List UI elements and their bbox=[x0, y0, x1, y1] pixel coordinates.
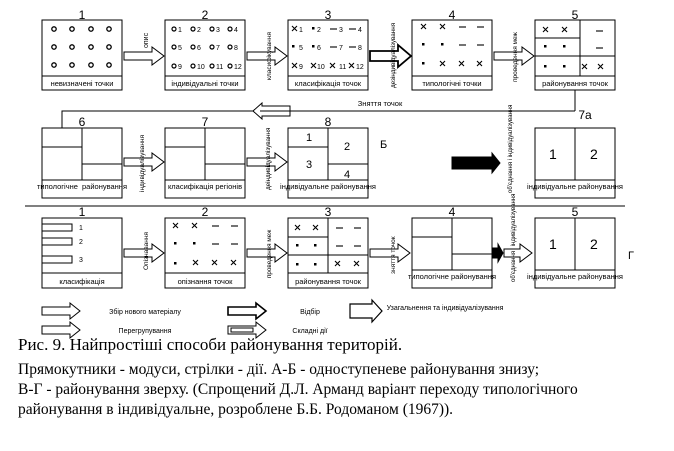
svg-text:1: 1 bbox=[178, 27, 182, 34]
r3-label-1: класифікація bbox=[59, 277, 105, 286]
svg-text:4: 4 bbox=[358, 27, 362, 34]
r2-label-6: типологічне районування bbox=[36, 182, 128, 191]
r1-num-5: 5 bbox=[571, 8, 579, 22]
r3-num-3: 3 bbox=[324, 205, 332, 219]
legend bbox=[42, 300, 504, 338]
r3-arrow-label-3: зняття точок bbox=[390, 236, 397, 274]
r2-arrow-label-3: об'єднання і індивідуалізування bbox=[508, 104, 514, 193]
svg-text:Перегрупування: Перегрупування bbox=[118, 328, 172, 335]
r2-arrow-2 bbox=[247, 128, 287, 190]
r1-label-1: невизначені точки bbox=[50, 79, 114, 88]
r1-num-2: 2 bbox=[201, 8, 209, 22]
svg-text:9: 9 bbox=[299, 64, 303, 71]
svg-text:1: 1 bbox=[299, 27, 303, 34]
svg-text:11: 11 bbox=[339, 64, 347, 71]
r1-box-4 bbox=[412, 20, 492, 90]
r2-label-7a: індивідуальне районування bbox=[527, 182, 623, 191]
svg-text:Складні дії: Складні дії bbox=[292, 328, 328, 335]
r3-arrow-1 bbox=[124, 232, 164, 270]
svg-text:5: 5 bbox=[178, 45, 182, 52]
letter-b: Б bbox=[380, 139, 388, 151]
svg-text:5: 5 bbox=[299, 45, 303, 52]
letter-g: Г bbox=[628, 250, 634, 262]
back-arrow-label: Зняття точок bbox=[357, 99, 403, 108]
r1-arrow-label-2: класифікування bbox=[266, 32, 273, 80]
r3-num-1: 1 bbox=[78, 205, 86, 219]
r2-arrow-1 bbox=[124, 134, 164, 192]
svg-text:Збір нового матеріалу: Збір нового матеріалу bbox=[109, 309, 181, 316]
r1-box-1 bbox=[42, 20, 122, 90]
r1-arrow-4 bbox=[494, 31, 534, 82]
r2-label-7: класифікація регіонів bbox=[167, 182, 243, 191]
r3-label-2: опізнання точок bbox=[177, 277, 233, 286]
figure-title: Рис. 9. Найпростіші способи районування територій. bbox=[18, 335, 403, 354]
svg-text:6: 6 bbox=[197, 45, 201, 52]
r3-label-4: типологічне районування bbox=[407, 272, 497, 281]
r1-num-4: 4 bbox=[448, 8, 456, 22]
r1-arrow-label-4: проведення меж bbox=[512, 32, 519, 82]
svg-text:12: 12 bbox=[356, 64, 364, 71]
r3-num-5: 5 bbox=[571, 205, 579, 219]
back-arrow bbox=[62, 90, 575, 128]
svg-text:3: 3 bbox=[339, 27, 343, 34]
r1-arrow-3 bbox=[370, 23, 411, 88]
legend-item-select bbox=[228, 303, 320, 319]
r3-arrow-2 bbox=[247, 229, 287, 278]
svg-text:10: 10 bbox=[317, 64, 325, 71]
svg-text:10: 10 bbox=[197, 64, 205, 71]
svg-text:8: 8 bbox=[358, 45, 362, 52]
svg-text:12: 12 bbox=[234, 64, 242, 71]
svg-text:1: 1 bbox=[549, 146, 557, 162]
r1-box-5 bbox=[535, 20, 615, 90]
svg-text:Відбір: Відбір bbox=[300, 309, 320, 316]
r3-box-1 bbox=[42, 218, 122, 288]
r2-label-8: індивідуальне районування bbox=[280, 182, 376, 191]
r1-label-2: індивідуальні точки bbox=[171, 79, 239, 88]
r2-box-8 bbox=[280, 128, 376, 198]
legend-item-collect bbox=[42, 303, 181, 319]
svg-text:4: 4 bbox=[234, 27, 238, 34]
svg-text:3: 3 bbox=[306, 159, 313, 171]
r3-arrow-4 bbox=[492, 194, 532, 282]
svg-text:1: 1 bbox=[306, 132, 313, 144]
svg-text:4: 4 bbox=[344, 169, 351, 181]
svg-text:3: 3 bbox=[79, 257, 83, 264]
r1-arrow-1 bbox=[124, 32, 164, 65]
r1-box-3 bbox=[288, 20, 368, 90]
r2-num-7: 7 bbox=[201, 115, 209, 129]
r1-num-3: 3 bbox=[324, 8, 332, 22]
svg-text:2: 2 bbox=[317, 27, 321, 34]
r3-arrow-label-4: об'єднання і індивідуалізування bbox=[511, 193, 517, 282]
svg-text:7: 7 bbox=[216, 45, 220, 52]
r2-arrow-label-2: деіндивідуалізування bbox=[265, 127, 272, 190]
r2-num-7a: 7а bbox=[578, 108, 592, 122]
r3-arrow-label-2: проведення меж bbox=[266, 229, 273, 278]
r2-box-7 bbox=[165, 128, 245, 198]
svg-text:7: 7 bbox=[339, 45, 343, 52]
caption-line-1: Прямокутники - модуси, стрілки - дії. А-Б - одноступеневе районування знизу; bbox=[18, 361, 540, 378]
r3-num-4: 4 bbox=[448, 205, 456, 219]
r2-num-6: 6 bbox=[78, 115, 86, 129]
svg-text:2: 2 bbox=[344, 141, 351, 153]
r3-arrow-label-1: Опізнавання bbox=[143, 232, 150, 270]
svg-text:9: 9 bbox=[178, 64, 182, 71]
caption-line-3: районування в індивідуальне, розроблене Б.Б. Родоманом (1967)). bbox=[18, 401, 454, 418]
r3-box-2 bbox=[165, 218, 245, 288]
svg-text:2: 2 bbox=[590, 236, 598, 252]
r2-arrow-3 bbox=[452, 105, 514, 193]
r1-label-3: класифікація точок bbox=[294, 79, 362, 88]
svg-text:2: 2 bbox=[590, 146, 598, 162]
r2-box-7a bbox=[527, 128, 623, 198]
svg-text:3: 3 bbox=[216, 27, 220, 34]
svg-text:1: 1 bbox=[549, 236, 557, 252]
r3-arrow-3 bbox=[370, 236, 410, 274]
r1-label-5: районування точок bbox=[542, 79, 608, 88]
r3-box-5 bbox=[527, 218, 623, 288]
svg-text:11: 11 bbox=[216, 64, 224, 71]
r3-box-3 bbox=[288, 218, 368, 288]
svg-text:Узагальнення та індивідуалізув: Узагальнення та індивідуалізування bbox=[386, 305, 504, 312]
r3-box-4 bbox=[408, 218, 496, 288]
r2-arrow-label-1: індивідуалізування bbox=[139, 134, 146, 192]
svg-text:8: 8 bbox=[234, 45, 238, 52]
r1-arrow-label-1: опис bbox=[143, 32, 150, 48]
svg-text:2: 2 bbox=[197, 27, 201, 34]
r1-label-4: типологічні точки bbox=[422, 79, 482, 88]
r1-arrow-2 bbox=[247, 32, 287, 80]
r1-arrow-label-3: дезіндивідуалізування bbox=[390, 22, 397, 88]
r2-box-6 bbox=[37, 128, 127, 198]
caption-line-2: В-Г - районування зверху. (Спрощений Д.Л. Арманд варіант переходу типологічного bbox=[18, 381, 578, 398]
svg-text:2: 2 bbox=[79, 239, 83, 246]
r1-box-2 bbox=[165, 20, 245, 90]
r3-num-2: 2 bbox=[201, 205, 209, 219]
svg-text:6: 6 bbox=[317, 45, 321, 52]
circle-points bbox=[52, 27, 111, 67]
r1-num-1: 1 bbox=[78, 8, 86, 22]
svg-text:1: 1 bbox=[79, 225, 83, 232]
r3-label-3: районування точок bbox=[295, 277, 361, 286]
legend-item-generalize bbox=[350, 300, 504, 322]
r3-label-5: індивідуальне районування bbox=[527, 272, 623, 281]
r2-num-8: 8 bbox=[324, 115, 332, 129]
